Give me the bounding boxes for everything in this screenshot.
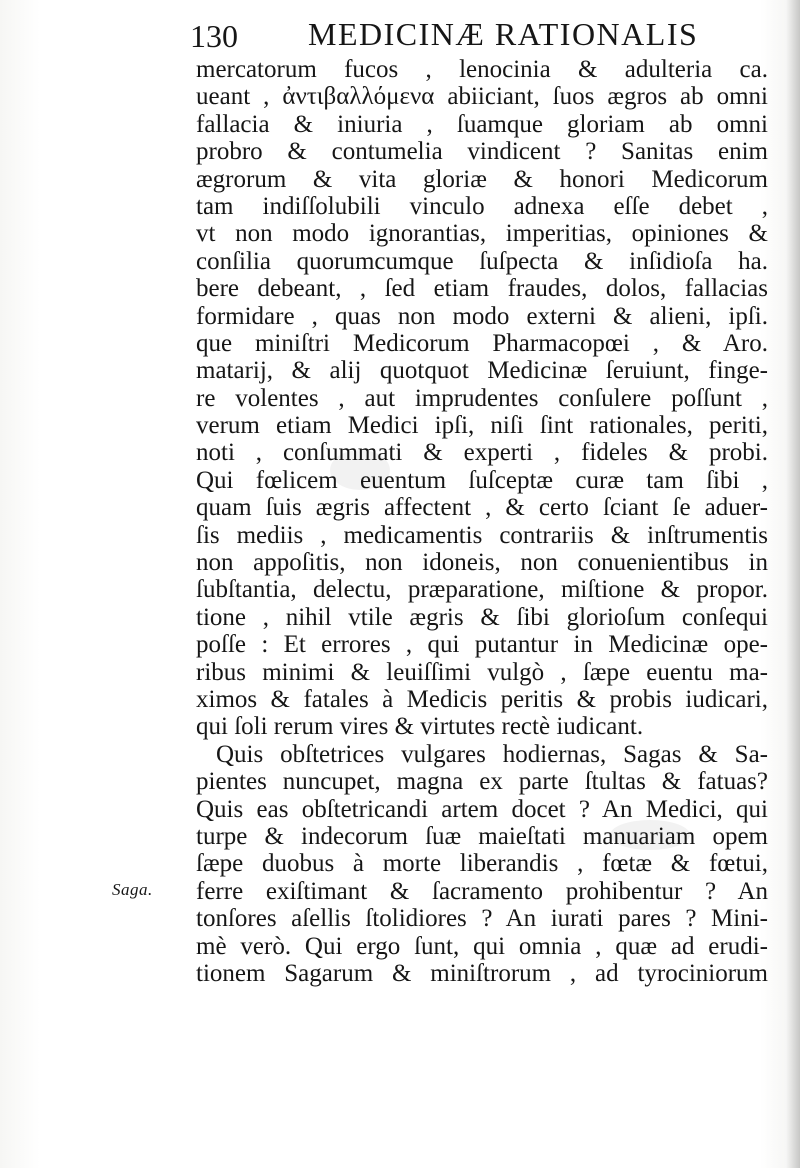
text-line: mercatorum fucos , lenocinia & adulteria ca.	[196, 56, 768, 83]
text-line: formidare , quas non modo externi & alieni, ipſi.	[196, 302, 768, 330]
margin-note: Saga.	[112, 880, 153, 899]
text-line: fallacia & iniuria , ſuamque gloriam ab omni	[196, 110, 768, 138]
text-line: conſilia quorumcumque ſuſpecta & inſidioſa ha.	[196, 247, 768, 275]
text-line: re volentes , aut imprudentes conſulere poſſunt ,	[196, 384, 768, 412]
text-line: ueant , ἀντιβαλλόμενα abiiciant, ſuos ægros ab omni	[196, 83, 768, 111]
text-line: tam indiſſolubili vinculo adnexa eſſe debet ,	[196, 192, 768, 220]
text-line: ferre exiſtimant & ſacramento prohibentur ? An	[196, 877, 768, 905]
text-line: Quis eas obſtetricandi artem docet ? An Medici, qui	[196, 795, 768, 823]
text-line: non appoſitis, non idoneis, non conuenientibus in	[196, 549, 768, 577]
text-line: Quis obſtetrices vulgares hodiernas, Sagas & Sa-	[216, 740, 768, 768]
text-line: probro & contumelia vindicent ? Sanitas enim	[196, 138, 768, 166]
text-line: pientes nuncupet, magna ex parte ſtultas & fatuas?	[196, 768, 768, 796]
text-line: tionem Sagarum & miniſtrorum , ad tyrociniorum	[196, 959, 768, 987]
page-number: 130	[190, 18, 238, 54]
text-line: poſſe : Et errores , qui putantur in Medicinæ ope-	[196, 631, 768, 659]
text-line: ſis mediis , medicamentis contrariis & inſtrumentis	[196, 521, 768, 549]
text-line: tonſores aſellis ſtolidiores ? An iurati pares ? Mini-	[196, 905, 768, 933]
running-title: MEDICINÆ RATIONALIS	[308, 16, 699, 52]
text-line: bere debeant, , ſed etiam fraudes, dolos, fallacias	[196, 275, 768, 303]
text-line: ægrorum & vita gloriæ & honori Medicorum	[196, 165, 768, 193]
text-line: ximos & fatales à Medicis peritis & probis iudicari,	[196, 685, 768, 713]
page-header	[190, 14, 750, 60]
text-line: ſubſtantia, delectu, præparatione, miſtione & propor.	[196, 576, 768, 604]
text-line: qui ſoli rerum vires & virtutes rectè iudicant.	[196, 713, 644, 741]
text-line: tione , nihil vtile ægris & ſibi glorioſum conſequi	[196, 603, 768, 631]
text-line: mè verò. Qui ergo ſunt, qui omnia , quæ ad erudi-	[196, 932, 768, 960]
text-line: que miniſtri Medicorum Pharmacopœi , & Aro.	[196, 329, 768, 357]
text-line: quam ſuis ægris affectent , & certo ſciant ſe aduer-	[196, 494, 768, 522]
text-line: ribus minimi & leuiſſimi vulgò , ſæpe euentu ma-	[196, 658, 768, 686]
body-text	[196, 56, 768, 987]
text-line: verum etiam Medici ipſi, niſi ſint rationales, periti,	[196, 412, 768, 440]
text-line: turpe & indecorum ſuæ maieſtati manuariam opem	[196, 822, 768, 850]
text-line: Qui fœlicem euentum ſuſceptæ curæ tam ſibi ,	[196, 466, 768, 494]
text-line: vt non modo ignorantias, imperitias, opiniones &	[196, 220, 768, 248]
text-line: ſæpe duobus à morte liberandis , fœtæ & fœtui,	[196, 850, 768, 878]
text-line: matarij, & alij quotquot Medicinæ ſeruiunt, finge-	[196, 357, 768, 385]
text-line: noti , conſummati & experti , fideles & probi.	[196, 439, 768, 467]
page-edge-shadow	[786, 0, 800, 1168]
